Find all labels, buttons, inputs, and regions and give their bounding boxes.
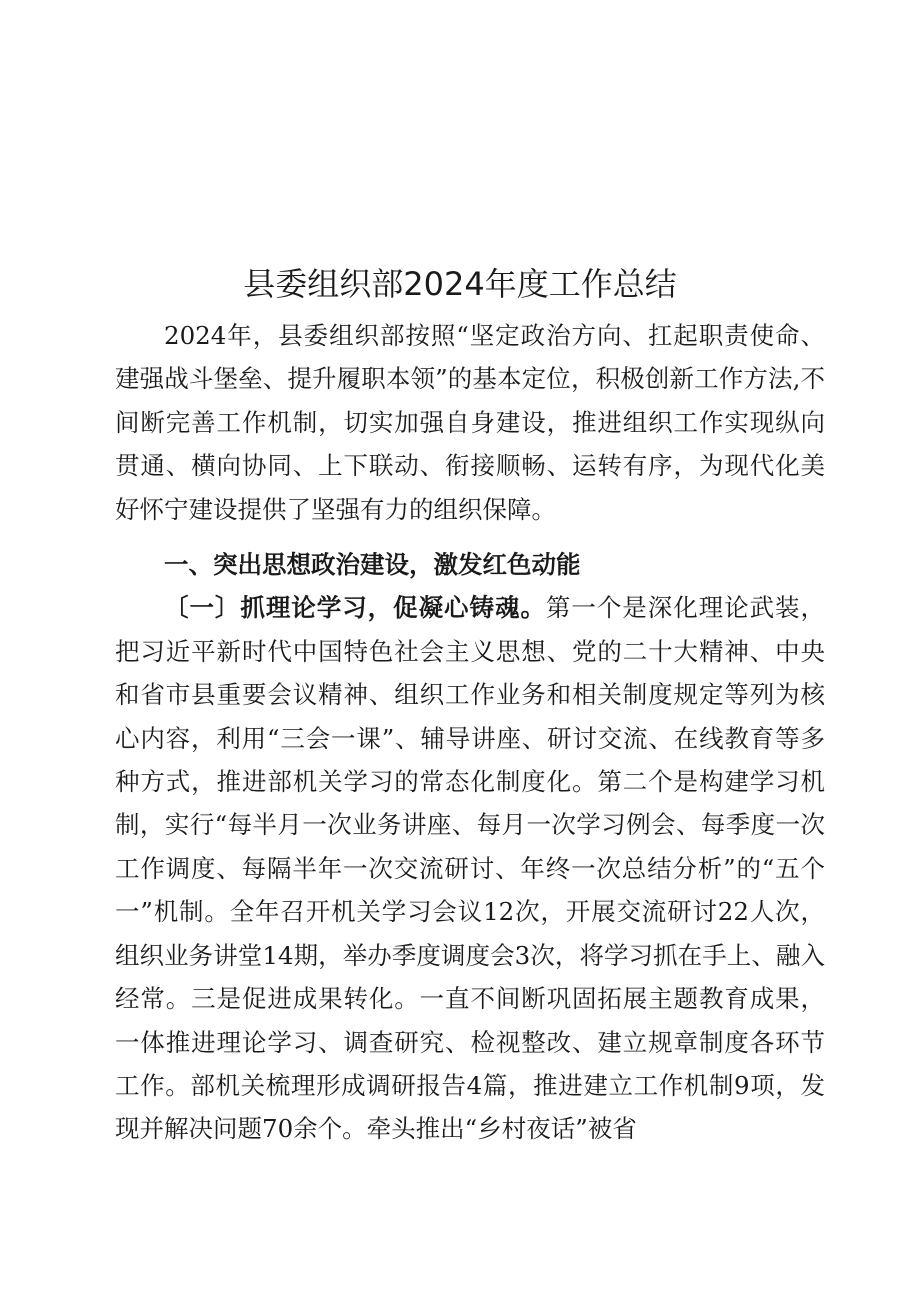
document-body xyxy=(115,314,825,1151)
sub-section-heading: 〔一〕抓理论学习，促凝心铸魂。 xyxy=(164,593,546,623)
paragraph-gap xyxy=(115,531,825,543)
section-heading: 一、突出思想政治建设，激发红色动能 xyxy=(164,550,581,580)
document-title: 县委组织部2024年度工作总结 xyxy=(243,265,677,303)
intro-paragraph: 2024年，县委组织部按照“坚定政治方向、扛起职责使命、建强战斗堡垒、提升履职本领”的基本定位，积极创新工作方法,不间断完善工作机制，切实加强自身建设，推进组织工作实现纵向贯通、横向协同、上下联动、衔接顺畅、运转有序，为现代化美好怀宁建设提供了坚强有力的组织保障。 xyxy=(115,321,825,524)
sub-section-paragraph xyxy=(115,586,825,1150)
sub-section-text: 第一个是深化理论武装，把习近平新时代中国特色社会主义思想、党的二十大精神、中央和省市县重要会议精神、组织工作业务和相关制度规定等列为核心内容，利用“三会一课”、辅导讲座、研讨交流、在线教育等多种方式，推进部机关学习的常态化制度化。第二个是构建学习机制，实行“每半月一次业务讲座、每月一次学习例会、每季度一次工作调度、每隔半年一次交流研讨、年终一次总结分析”的“五个一”机制。全年召开机关学习会议12次，开展交流研讨22人次，组织业务讲堂14期，举办季度调度会3次，将学习抓在手上、融入经常。三是促进成果转化。一直不间断巩固拓展主题教育成果，一体推进理论学习、调查研究、检视整改、建立规章制度各环节工作。部机关梳理形成调研报告4篇，推进建立工作机制9项，发现并解决问题70余个。牵头推出“乡村夜话”被省 xyxy=(115,593,826,1144)
